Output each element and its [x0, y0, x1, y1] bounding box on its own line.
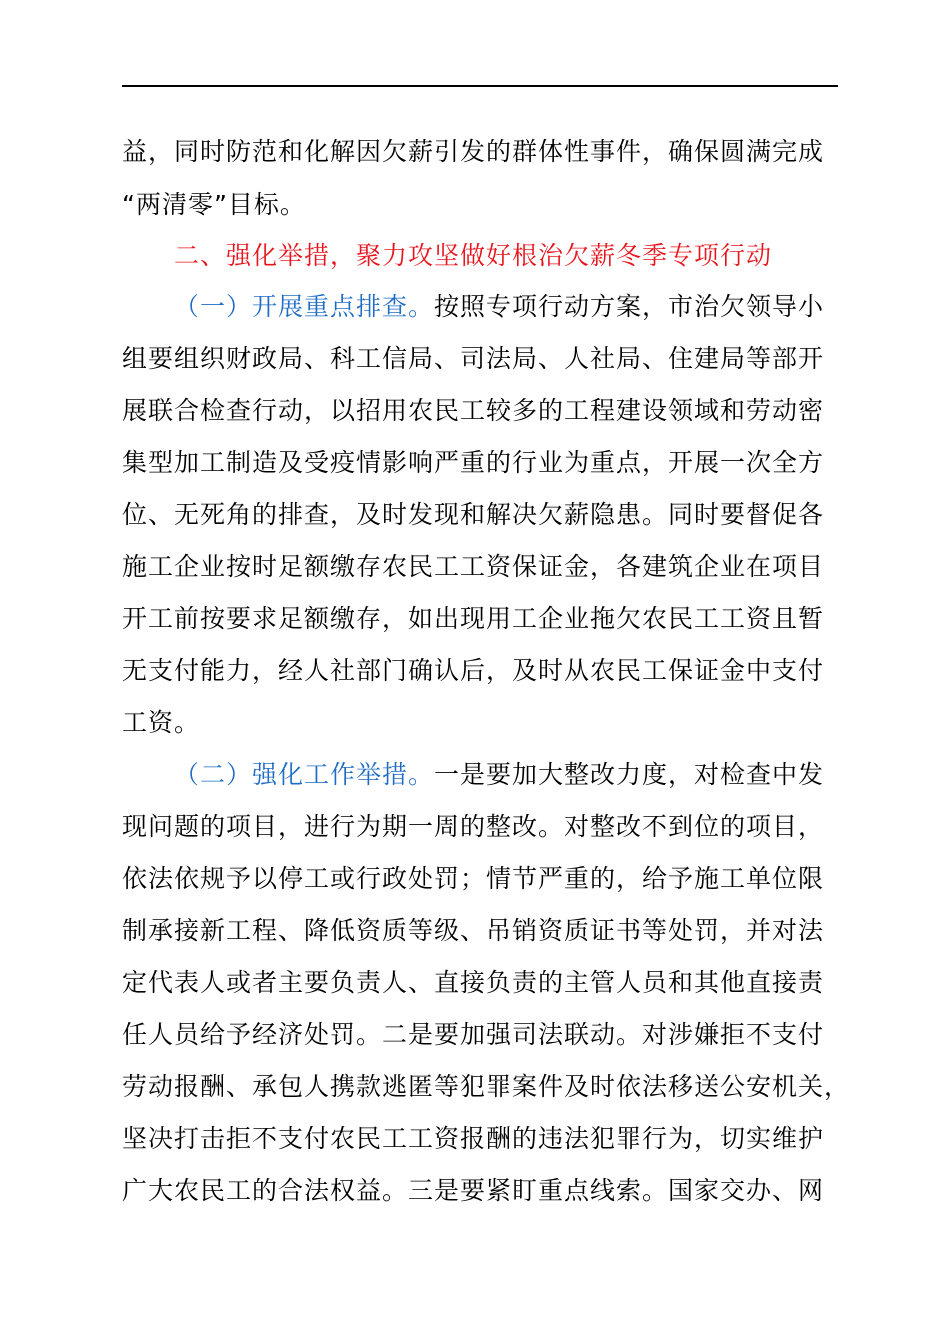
- section-heading: 二、强化举措，聚力攻坚做好根治欠薪冬季专项行动: [174, 241, 773, 270]
- text-line: 制承接新工程、降低资质等级、吊销资质证书等处罚，并对法: [122, 916, 825, 945]
- text-line: 广大农民工的合法权益。三是要紧盯重点线索。国家交办、网: [122, 1176, 825, 1205]
- subsection-title: （二）强化工作举措。: [174, 760, 435, 789]
- text-line: 集型加工制造及受疫情影响严重的行业为重点，开展一次全方: [122, 448, 825, 477]
- text-line: 益，同时防范和化解因欠薪引发的群体性事件，确保圆满完成: [122, 137, 825, 166]
- header-rule: [122, 85, 838, 87]
- text-line: 坚决打击拒不支付农民工工资报酬的违法犯罪行为，切实维护: [122, 1124, 825, 1153]
- text-line: 无支付能力，经人社部门确认后，及时从农民工保证金中支付: [122, 656, 825, 685]
- paragraph-text: 一是要加大整改力度，对检查中发: [434, 760, 825, 789]
- text-line: 依法依规予以停工或行政处罚；情节严重的，给予施工单位限: [122, 864, 825, 893]
- text-line: “两清零”目标。: [122, 190, 306, 219]
- subsection-1-line: [174, 292, 824, 322]
- text-line: 位、无死角的排查，及时发现和解决欠薪隐患。同时要督促各: [122, 500, 825, 529]
- paragraph-text: 按照专项行动方案，市治欠领导小: [434, 292, 825, 321]
- text-line: 开工前按要求足额缴存，如出现用工企业拖欠农民工工资且暂: [122, 604, 825, 633]
- text-line: 定代表人或者主要负责人、直接负责的主管人员和其他直接责: [122, 968, 825, 997]
- subsection-2-line: [174, 760, 824, 790]
- text-line: 施工企业按时足额缴存农民工工资保证金，各建筑企业在项目: [122, 552, 825, 581]
- text-line: 现问题的项目，进行为期一周的整改。对整改不到位的项目，: [122, 812, 825, 841]
- text-line: 劳动报酬、承包人携款逃匿等犯罪案件及时依法移送公安机关，: [122, 1072, 851, 1101]
- subsection-title: （一）开展重点排查。: [174, 292, 435, 321]
- text-line: 任人员给予经济处罚。二是要加强司法联动。对涉嫌拒不支付: [122, 1020, 825, 1049]
- text-line: 组要组织财政局、科工信局、司法局、人社局、住建局等部开: [122, 344, 825, 373]
- text-line: 工资。: [122, 708, 201, 737]
- text-line: 展联合检查行动，以招用农民工较多的工程建设领域和劳动密: [122, 396, 825, 425]
